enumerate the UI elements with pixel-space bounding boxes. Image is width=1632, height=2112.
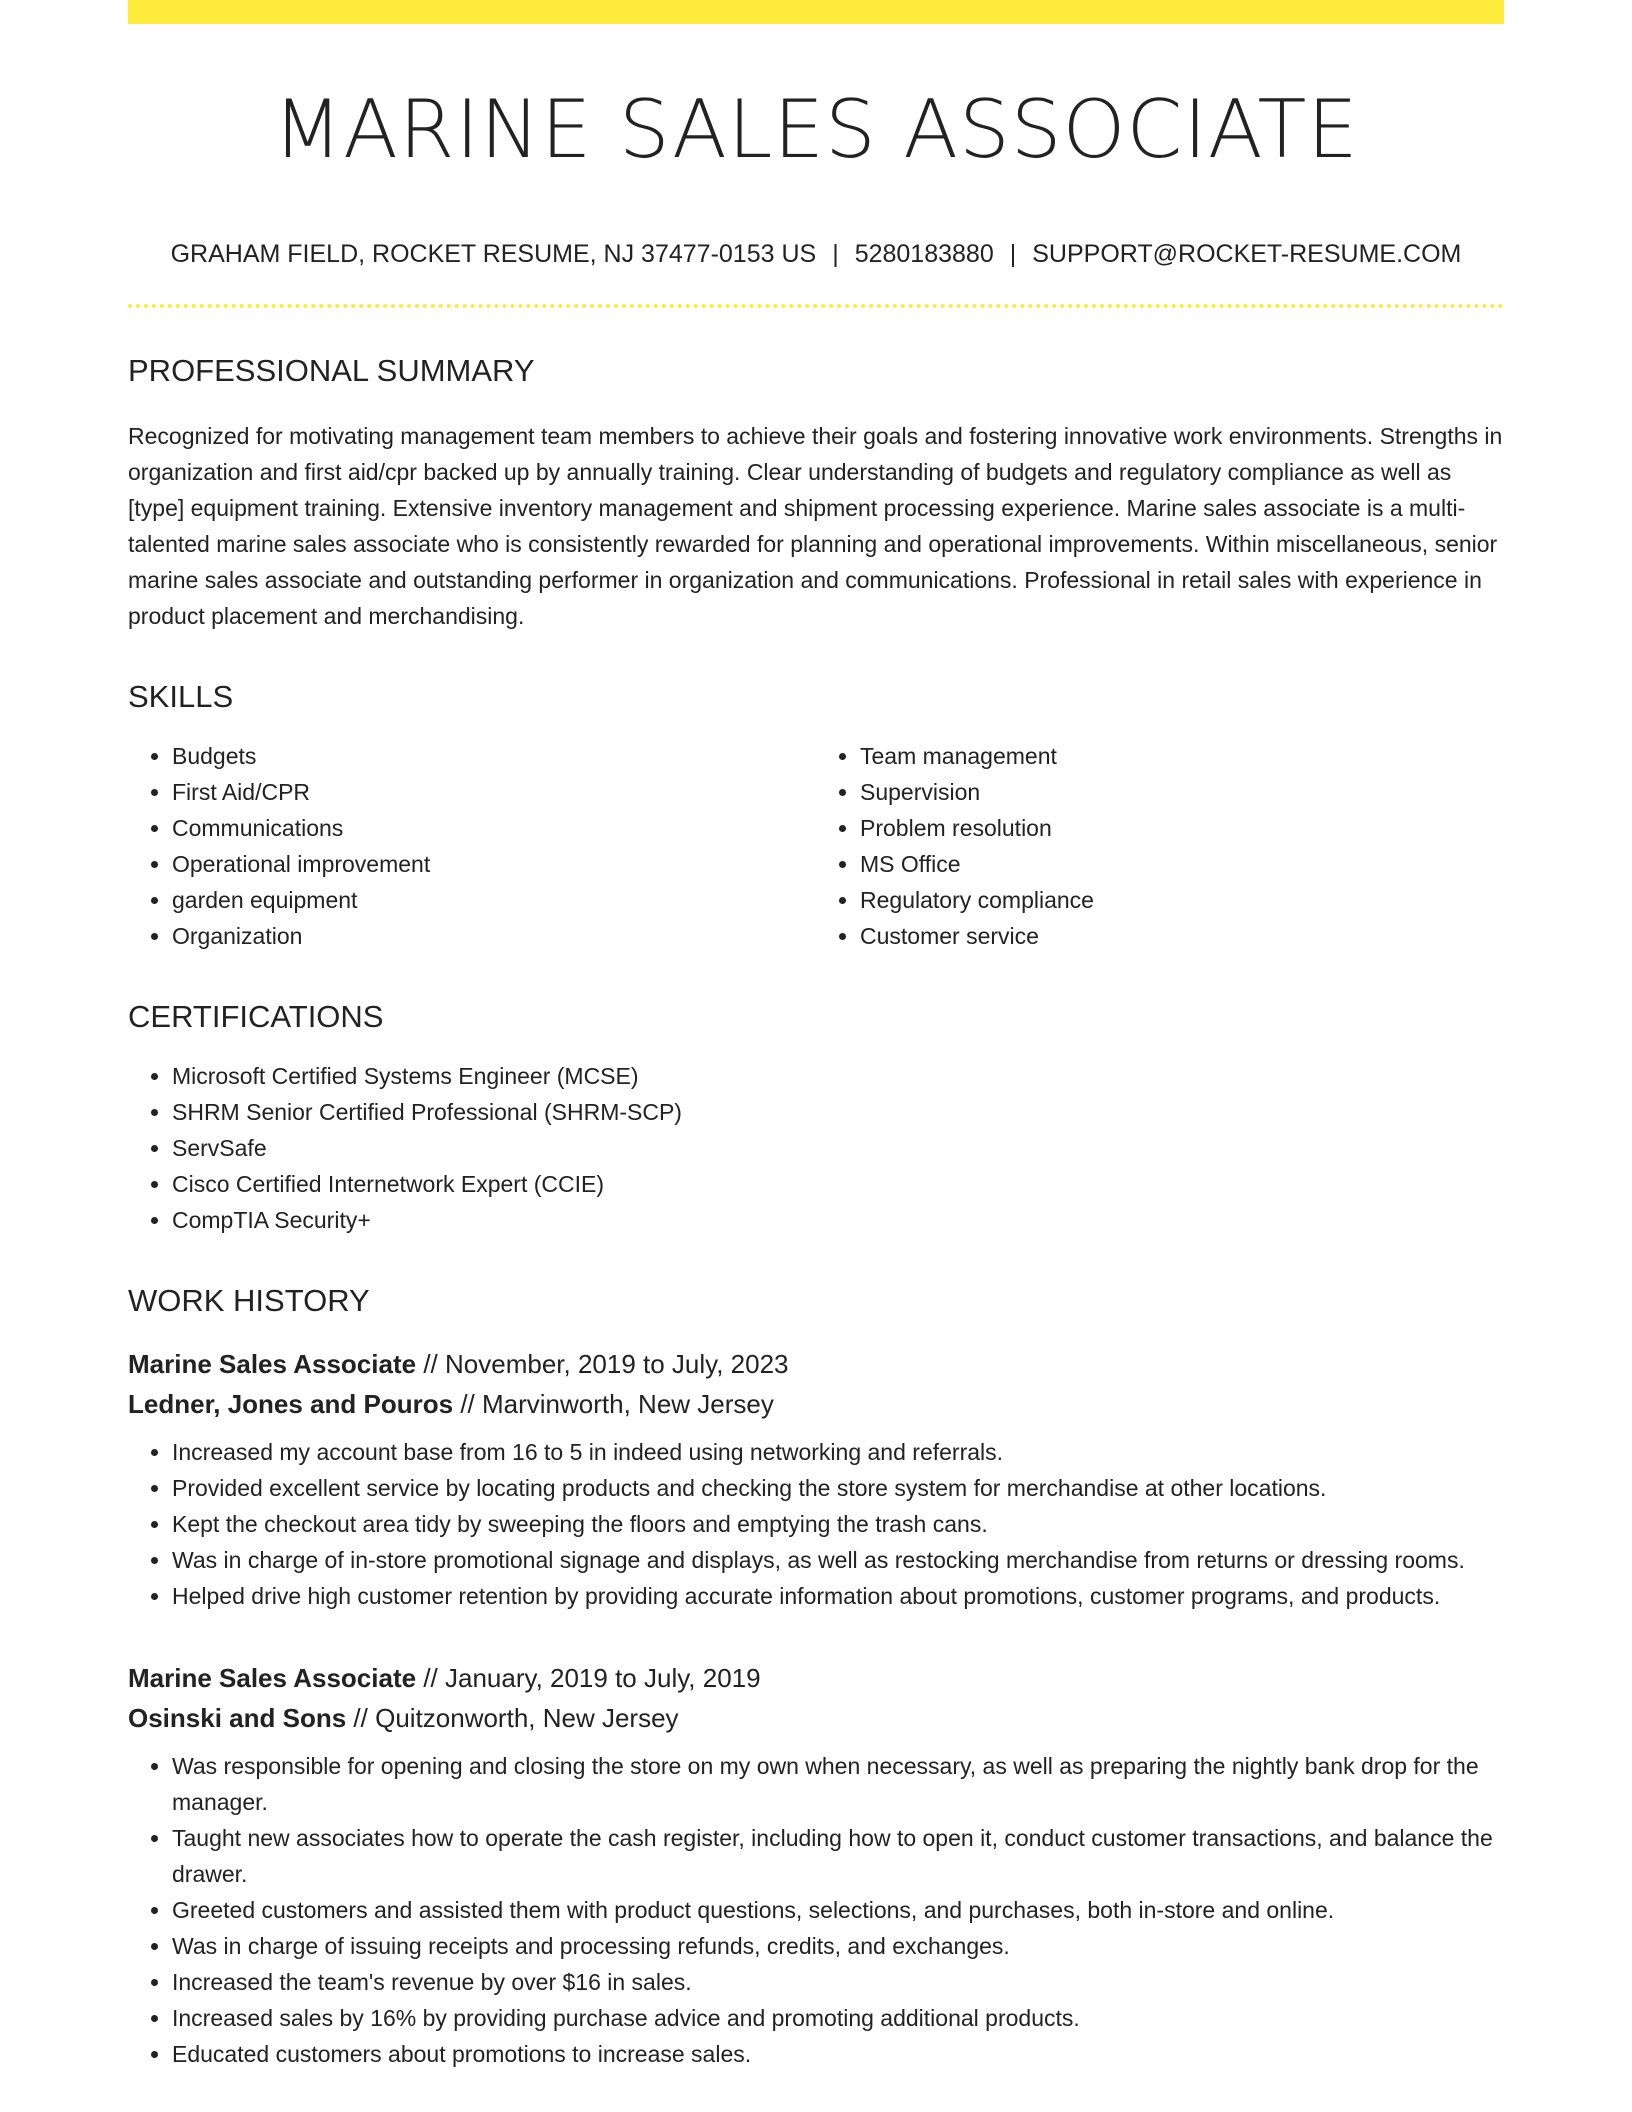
job-company-line — [128, 1384, 1504, 1424]
skill-item: • Customer service — [860, 918, 1504, 954]
skill-item: • MS Office — [860, 846, 1504, 882]
certifications-heading: CERTIFICATIONS — [128, 999, 384, 1034]
skills-left-list — [128, 738, 816, 954]
job-duty-item: • Kept the checkout area tidy by sweeping the floors and emptying the trash cans. — [172, 1506, 1504, 1542]
resume-page — [128, 0, 1504, 2072]
contact-email: SUPPORT@ROCKET-RESUME.COM — [1032, 240, 1462, 268]
job-duties-list — [128, 1748, 1504, 2072]
job-duty-item: • Was in charge of in-store promotional signage and displays, as well as restocking merchandise from returns or dressing rooms. — [172, 1542, 1504, 1578]
skill-item: • Regulatory compliance — [860, 882, 1504, 918]
job-dates: November, 2019 to July, 2023 — [445, 1349, 789, 1379]
job-company: Osinski and Sons — [128, 1703, 347, 1733]
skill-item: • Supervision — [860, 774, 1504, 810]
job-title-line — [128, 1344, 1504, 1384]
job-location: Marvinworth, New Jersey — [482, 1389, 774, 1419]
contact-phone: 5280183880 — [854, 240, 994, 268]
job-duty-item: • Helped drive high customer retention by providing accurate information about promotions, customer programs, and products. — [172, 1578, 1504, 1614]
certification-item: • SHRM Senior Certified Professional (SHRM-SCP) — [172, 1094, 1504, 1130]
job-duties-list — [128, 1434, 1504, 1614]
summary-heading: PROFESSIONAL SUMMARY — [128, 353, 535, 388]
contact-address: GRAHAM FIELD, ROCKET RESUME, NJ 37477-0153 US — [170, 240, 817, 268]
job-title: Marine Sales Associate — [128, 1349, 417, 1379]
job-duty-item: • Was responsible for opening and closing the store on my own when necessary, as well as preparing the nightly bank drop for the manager. — [172, 1748, 1504, 1820]
contact-line — [128, 238, 1504, 270]
job-duty-item: • Increased sales by 16% by providing purchase advice and promoting additional products. — [172, 2000, 1504, 2036]
certification-item: • ServSafe — [172, 1130, 1504, 1166]
job-divider: // — [423, 1349, 438, 1379]
skill-item: • Organization — [172, 918, 816, 954]
certification-item: • Cisco Certified Internetwork Expert (CCIE) — [172, 1166, 1504, 1202]
contact-separator: | — [1009, 240, 1017, 268]
job-location: Quitzonworth, New Jersey — [375, 1703, 679, 1733]
work-history-heading: WORK HISTORY — [128, 1283, 370, 1318]
job-company: Ledner, Jones and Pouros — [128, 1389, 454, 1419]
job-title-line — [128, 1658, 1504, 1698]
job-dates: January, 2019 to July, 2019 — [445, 1663, 761, 1693]
job-duty-item: • Increased the team's revenue by over $16 in sales. — [172, 1964, 1504, 2000]
skill-item: • garden equipment — [172, 882, 816, 918]
job-duty-item: • Greeted customers and assisted them with product questions, selections, and purchases, both in-store and online. — [172, 1892, 1504, 1928]
dotted-divider — [128, 304, 1504, 308]
job-company-line — [128, 1698, 1504, 1738]
job-divider: // — [423, 1663, 438, 1693]
job-divider: // — [353, 1703, 368, 1733]
skill-item: • Operational improvement — [172, 846, 816, 882]
skill-item: • Problem resolution — [860, 810, 1504, 846]
job-duty-item: • Taught new associates how to operate the cash register, including how to open it, conduct customer transactions, and balance the drawer. — [172, 1820, 1504, 1892]
job-divider: // — [460, 1389, 475, 1419]
skill-item: • Budgets — [172, 738, 816, 774]
skills-columns — [128, 738, 1504, 954]
job-duty-item: • Provided excellent service by locating products and checking the store system for merchandise at other locations. — [172, 1470, 1504, 1506]
certifications-list — [128, 1058, 1504, 1238]
skill-item: • Team management — [860, 738, 1504, 774]
skill-item: • Communications — [172, 810, 816, 846]
certification-item: • CompTIA Security+ — [172, 1202, 1504, 1238]
accent-top-bar — [128, 0, 1504, 24]
skill-item: • First Aid/CPR — [172, 774, 816, 810]
summary-text: Recognized for motivating management team members to achieve their goals and fostering innovative work environments. Strengths in organization and first aid/cpr backed up by annually training. Clear understanding of budgets and regulatory compliance as well as [type] equipment training. Extensive inventory management and shipment processing experience. Marine sales associate is a multi-talented marine sales associate who is consistently rewarded for planning and operational improvements. Within miscellaneous, senior marine sales associate and outstanding performer in organization and communications. Professional in retail sales with experience in product placement and merchandising. — [128, 423, 1503, 629]
job-entry — [128, 1344, 1504, 1614]
job-duty-item: • Was in charge of issuing receipts and processing refunds, credits, and exchanges. — [172, 1928, 1504, 1964]
contact-separator: | — [832, 240, 839, 268]
job-entry — [128, 1658, 1504, 2072]
job-duty-item: • Educated customers about promotions to increase sales. — [172, 2036, 1504, 2072]
job-duty-item: • Increased my account base from 16 to 5 in indeed using networking and referrals. — [172, 1434, 1504, 1470]
certification-item: • Microsoft Certified Systems Engineer (MCSE) — [172, 1058, 1504, 1094]
resume-title: MARINE SALES ASSOCIATE — [273, 83, 1359, 176]
job-title: Marine Sales Associate — [128, 1663, 417, 1693]
skills-right-list — [816, 738, 1504, 954]
skills-heading: SKILLS — [128, 679, 234, 714]
